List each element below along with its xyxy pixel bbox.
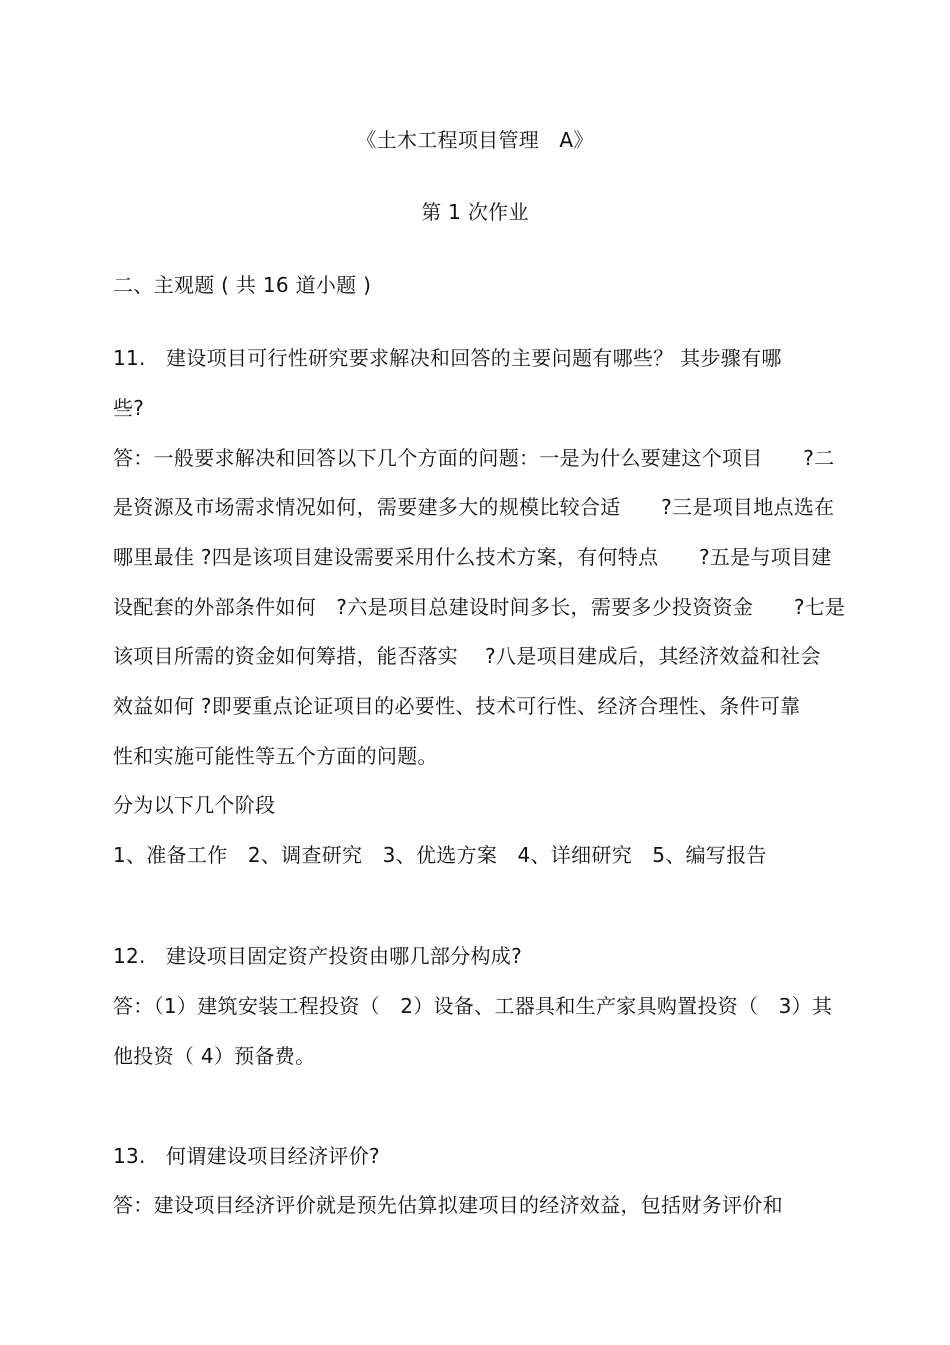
section-heading: 二、主观题 ( 共 16 道小题 ) [113,273,372,297]
answer-11-line-2: 是资源及市场需求情况如何，需要建多大的规模比较合适 ?三是项目地点选在 [113,495,835,519]
question-11-line-2: 些? [113,396,145,420]
document-title: 《土木工程项目管理 A》 [356,128,594,152]
answer-11-line-1: 答：一般要求解决和回答以下几个方面的问题：一是为什么要建这个项目 ?二 [113,446,835,470]
answer-11-line-8: 分为以下几个阶段 [113,793,276,817]
answer-13-line-1: 答：建设项目经济评价就是预先估算拟建项目的经济效益，包括财务评价和 [113,1193,783,1217]
answer-12-line-2: 他投资（ 4）预备费。 [113,1044,316,1068]
assignment-subtitle: 第 1 次作业 [421,200,529,224]
answer-12-line-1: 答：（1）建筑安装工程投资（ 2）设备、工器具和生产家具购置投资（ 3）其 [113,994,833,1018]
answer-11-line-3: 哪里最佳 ?四是该项目建设需要采用什么技术方案，有何特点 ?五是与项目建 [113,545,832,569]
answer-11-line-9: 1、准备工作 2、调查研究 3、优选方案 4、详细研究 5、编写报告 [113,843,767,867]
question-12: 12. 建设项目固定资产投资由哪几部分构成? [113,944,523,968]
question-11-line-1: 11. 建设项目可行性研究要求解决和回答的主要问题有哪些？ 其步骤有哪 [113,346,782,370]
answer-11-line-4: 设配套的外部条件如何 ?六是项目总建设时间多长，需要多少投资资金 ?七是 [113,595,846,619]
answer-11-line-6: 效益如何 ?即要重点论证项目的必要性、技术可行性、经济合理性、条件可靠 [113,694,801,718]
answer-11-line-5: 该项目所需的资金如何筹措，能否落实 ?八是项目建成后，其经济效益和社会 [113,644,821,668]
question-13: 13. 何谓建设项目经济评价? [113,1144,380,1168]
answer-11-line-7: 性和实施可能性等五个方面的问题。 [113,744,438,768]
